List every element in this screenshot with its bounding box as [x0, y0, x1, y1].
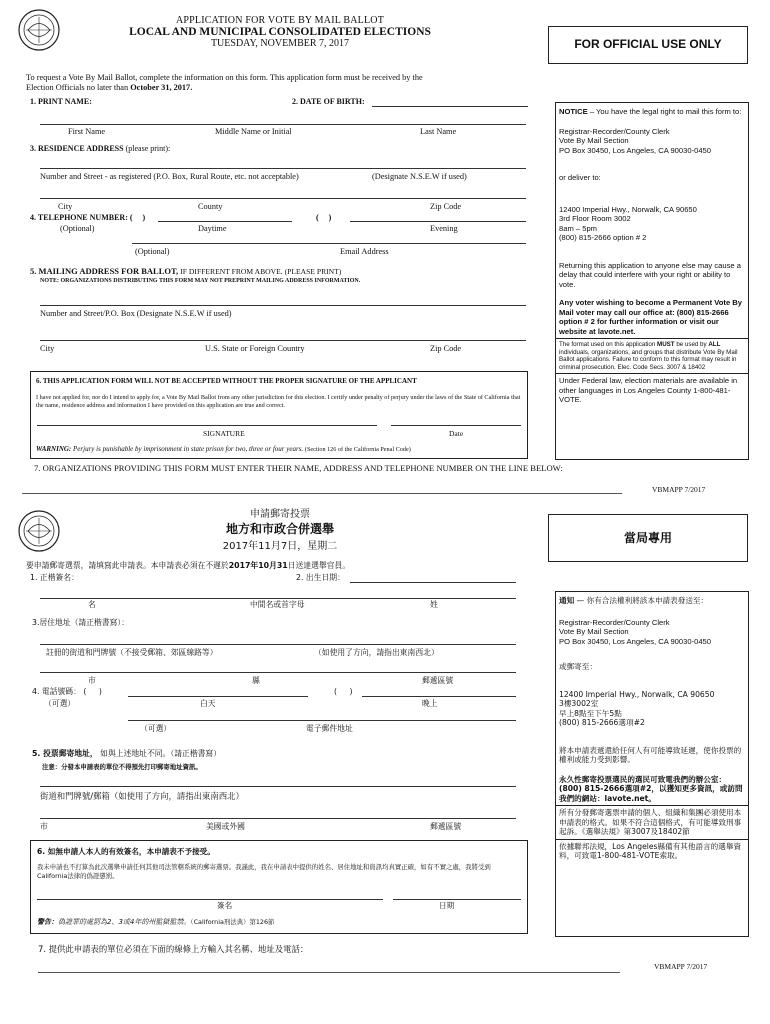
designate-caption: (Designate N.S.E.W if used): [372, 172, 467, 181]
form-code: VBMAPP 7/2017: [652, 485, 706, 494]
format-note: The format used on this application MUST be used by ALL individuals, organizations, and groups that distribute Vote By Mail Ballot applications. Failure to conform to this format may result in criminal prosecution. Elec. Code Secs. 3007 & 18402: [556, 338, 748, 373]
zh-street-caption: 註冊的街道和門牌號（不接受郵箱、郊區線路等）: [46, 648, 218, 657]
intro-deadline: October 31, 2017.: [130, 83, 193, 92]
zh-or-deliver: 或郵寄至：: [559, 662, 597, 671]
zh-mailing-zip-caption: 郵遞區號: [430, 822, 462, 831]
daytime-phone-field[interactable]: [158, 221, 292, 222]
zh-residence-street-field[interactable]: [40, 644, 516, 645]
zh-telephone-label: 4. 電話號碼： ( ): [32, 687, 102, 696]
zh-mailing-state-caption: 美國或外國: [206, 822, 245, 831]
zh-official-use-box: 當局專用: [548, 514, 748, 562]
mailing-note: NOTE: ORGANIZATIONS DISTRIBUTING THIS FORM MAY NOT PREPRINT MAILING ADDRESS INFORMATION.: [40, 278, 361, 284]
zh-dob-label: 2. 出生日期：: [296, 573, 345, 582]
zh-form-code: VBMAPP 7/2017: [654, 962, 708, 971]
form-title-line3: TUESDAY, NOVEMBER 7, 2017: [210, 38, 350, 49]
zh-title-line2: 地方和市政合併選舉: [225, 522, 334, 536]
zh-evening-caption: 晚上: [422, 699, 438, 708]
zh-middle-name-caption: 中間名或首字母: [250, 600, 305, 609]
evening-phone-field[interactable]: [350, 221, 526, 222]
optional-caption: (Optional): [60, 224, 95, 233]
zh-signature-date-field[interactable]: [393, 899, 521, 900]
residence-city-field[interactable]: [40, 198, 526, 199]
middle-name-caption: Middle Name or Initial: [215, 127, 292, 136]
zh-daytime-phone-field[interactable]: [128, 696, 308, 697]
zh-residence-city-field[interactable]: [40, 672, 516, 673]
zh-federal-language-note: 依據聯邦法規，Los Angeles縣備有其他語言的選舉資料，可致電1-800-481-VOTE索取。: [556, 839, 748, 863]
zh-last-name-caption: 姓: [430, 600, 438, 609]
mailing-state-caption: U.S. State or Foreign Country: [205, 344, 305, 353]
signature-field[interactable]: [37, 425, 377, 426]
zh-first-name-caption: 名: [88, 600, 96, 609]
zh-optional-caption: （可選）: [44, 699, 76, 708]
zh-perjury-statement: 我未申請也不打算為此次選舉申請任何其他司法管轄系統的郵寄選票。我謹此，我在申請表中提供的姓名、居住地址和資訊均真實正確，如有不實之處，我將受到California法律的偽證懲罰。: [37, 863, 491, 880]
dob-label: 2. DATE OF BIRTH:: [292, 97, 365, 106]
signature-caption: SIGNATURE: [203, 429, 245, 438]
mailing-zip-caption: Zip Code: [430, 344, 462, 353]
notice-block: NOTICE – You have the legal right to mail this form to:: [556, 102, 748, 119]
zh-city-caption: 市: [88, 676, 96, 685]
organizations-label: 7. ORGANIZATIONS PROVIDING THIS FORM MUST ENTER THEIR NAME, ADDRESS AND TELEPHONE NUMBER ON THE LINE BELOW:: [34, 463, 563, 473]
zh-title-line3: 2017年11月7日，星期二: [222, 541, 338, 552]
zh-date-caption: 日期: [439, 901, 455, 910]
email-optional-caption: (Optional): [135, 247, 170, 256]
deliver-address-block: 12400 Imperial Hwy., Norwalk, CA 90650 3rd Floor Room 3002 8am – 5pm (800) 815-2666 option # 2: [559, 204, 697, 242]
signature-date-field[interactable]: [391, 425, 521, 426]
mailing-street-field[interactable]: [40, 305, 526, 306]
zh-email-optional-caption: （可選）: [140, 724, 172, 733]
city-caption: City: [58, 202, 73, 211]
official-use-box: FOR OFFICIAL USE ONLY: [548, 26, 748, 64]
evening-area-code: ( ): [316, 213, 332, 222]
zh-deliver-address-block: 12400 Imperial Hwy., Norwalk, CA 90650 3樓3002室 早上8點至下午5點 (800) 815-2666選項#2: [559, 689, 715, 727]
zh-print-name-label: 1. 正楷簽名：: [30, 573, 79, 582]
zh-intro-text: 要申請郵寄選票，請填寫此申請表。本申請表必須在不遲於2017年10月31日送達選舉官員。: [26, 561, 351, 570]
residence-label: 3. RESIDENCE ADDRESS (please print):: [30, 144, 171, 153]
warning-line: WARNING: Perjury is punishable by imprisonment in state prison for two, three or four years. (Section 126 of the California Penal Code): [36, 445, 411, 453]
zip-caption: Zip Code: [430, 202, 462, 211]
zh-returning-warning: 將本申請表遞還給任何人有可能導致延遲，使你投票的權利或能力受到影響。: [559, 745, 742, 764]
zh-notice-panel: [555, 591, 749, 937]
zh-evening-phone-field[interactable]: [362, 696, 516, 697]
street-caption: Number and Street - as registered (P.O. Box, Rural Route, etc. not acceptable): [40, 172, 299, 181]
mailing-city-field[interactable]: [40, 340, 526, 341]
zh-organizations-field[interactable]: [38, 972, 620, 973]
email-field[interactable]: [132, 243, 526, 244]
county-caption: County: [198, 202, 223, 211]
intro-text: To request a Vote By Mail Ballot, complete the information on this form. This application form must be received by the Election Officials no later than October 31, 2017.: [26, 73, 423, 92]
print-name-label: 1. PRINT NAME:: [30, 97, 92, 106]
perjury-statement: I have not applied for, nor do I intend to apply for, a Vote By Mail Ballot from any other jurisdiction for this election. I certify under penalty of perjury under the laws of the State of California that the name, residence address and information I have provided on this application are true and correct.: [36, 394, 521, 409]
zh-residence-label: 3.居住地址（請正楷書寫）：: [32, 618, 130, 627]
federal-language-note: Under Federal law, election materials are available in other languages in Los Angeles County 1-800-481-VOTE.: [556, 373, 748, 407]
zh-mailing-city-caption: 市: [40, 822, 48, 831]
zh-signature-caption: 簽名: [217, 901, 233, 910]
residence-street-field[interactable]: [40, 168, 526, 169]
zh-signature-section: [30, 840, 528, 934]
evening-caption: Evening: [430, 224, 458, 233]
county-seal-icon: [18, 9, 60, 51]
organizations-field[interactable]: [22, 493, 622, 494]
permanent-voter-note: Any voter wishing to become a Permanent Vote By Mail voter may call our office at: (800) 815-2666 option # 2 for further information or visit our website at lavote.net.: [559, 298, 742, 336]
zh-mailing-city-field[interactable]: [40, 818, 516, 819]
mail-address-block: Registrar-Recorder/County Clerk Vote By Mail Section PO Box 30450, Los Angeles, CA 90030-0450: [559, 126, 711, 155]
zh-designate-caption: （如使用了方向，請指出東南西北）: [314, 648, 439, 657]
returning-warning: Returning this application to anyone else may cause a delay that could interfere with your right or ability to vote.: [559, 260, 741, 289]
zh-county-caption: 縣: [252, 676, 260, 685]
date-caption: Date: [449, 429, 464, 438]
or-deliver: or deliver to:: [559, 173, 601, 182]
last-name-caption: Last Name: [420, 127, 457, 136]
form-title-line1: APPLICATION FOR VOTE BY MAIL BALLOT: [175, 15, 385, 26]
zh-daytime-caption: 白天: [200, 699, 216, 708]
signature-section: [30, 371, 528, 459]
email-caption: Email Address: [340, 247, 389, 256]
mailing-street-caption: Number and Street/P.O. Box (Designate N.S.E.W if used): [40, 309, 232, 318]
county-seal-icon: [18, 510, 60, 552]
zh-permanent-voter-note: 永久性郵寄投票選民的選民可致電我們的辦公室：(800) 815-2666選項#2，以獲知更多資訊，或訪問我們的網站：lavote.net。: [559, 774, 743, 803]
zh-zip-caption: 郵遞區號: [422, 676, 454, 685]
telephone-label: 4. TELEPHONE NUMBER: ( ): [30, 213, 146, 222]
mailing-city-caption: City: [40, 344, 55, 353]
zh-mailing-street-caption: 街道和門牌號/郵箱（如使用了方向，請指出東南西北）: [40, 791, 244, 801]
mailing-label: 5. MAILING ADDRESS FOR BALLOT, IF DIFFERENT FROM ABOVE. (PLEASE PRINT): [30, 266, 342, 276]
first-name-caption: First Name: [68, 127, 106, 136]
zh-notice-block: 通知 — 你有合法權利將該本申請表發送至：: [556, 591, 748, 608]
daytime-caption: Daytime: [198, 224, 227, 233]
zh-evening-area-code: ( ): [334, 687, 353, 696]
zh-format-note: 所有分發郵寄選票申請的個人、組織和集團必須使用本申請表的格式。如果不符合這個格式，有可能導致刑事起訴。《選舉法規》第3007及18402節: [556, 805, 748, 839]
zh-name-field[interactable]: [40, 598, 516, 599]
zh-warning-line: 警告：偽證罪的處罰為2、3或4年的州監獄監禁。（California刑法典）第126節: [37, 918, 275, 926]
form-title-line2: LOCAL AND MUNICIPAL CONSOLIDATED ELECTIONS: [129, 26, 431, 38]
zh-email-field[interactable]: [128, 720, 516, 721]
notice-panel: [555, 102, 749, 460]
zh-email-caption: 電子郵件地址: [306, 724, 353, 733]
zh-mailing-street-field[interactable]: [40, 786, 516, 787]
signature-required-title: 6. THIS APPLICATION FORM WILL NOT BE ACCEPTED WITHOUT THE PROPER SIGNATURE OF THE APPLICANT: [36, 377, 417, 385]
zh-dob-field[interactable]: [350, 582, 516, 583]
zh-title-line1: 申請郵寄投票: [250, 509, 310, 520]
name-field[interactable]: [40, 124, 526, 125]
dob-field[interactable]: [372, 106, 528, 107]
zh-mail-address-block: Registrar-Recorder/County Clerk Vote By Mail Section PO Box 30450, Los Angeles, CA 90030-0450: [559, 617, 711, 646]
zh-organizations-label: 7. 提供此申請表的單位必須在下面的線條上方輸入其名稱、地址及電話：: [38, 944, 309, 954]
zh-signature-field[interactable]: [37, 899, 383, 900]
zh-signature-required-title: 6. 如無申請人本人的有效簽名，本申請表不予接受。: [37, 847, 215, 856]
zh-mailing-label: 5. 投票郵寄地址， 如與上述地址不同。（請正楷書寫）: [32, 749, 222, 758]
zh-mailing-note: 注意：分發本申請表的單位不得預先打印郵寄地址資訊。: [42, 763, 202, 771]
